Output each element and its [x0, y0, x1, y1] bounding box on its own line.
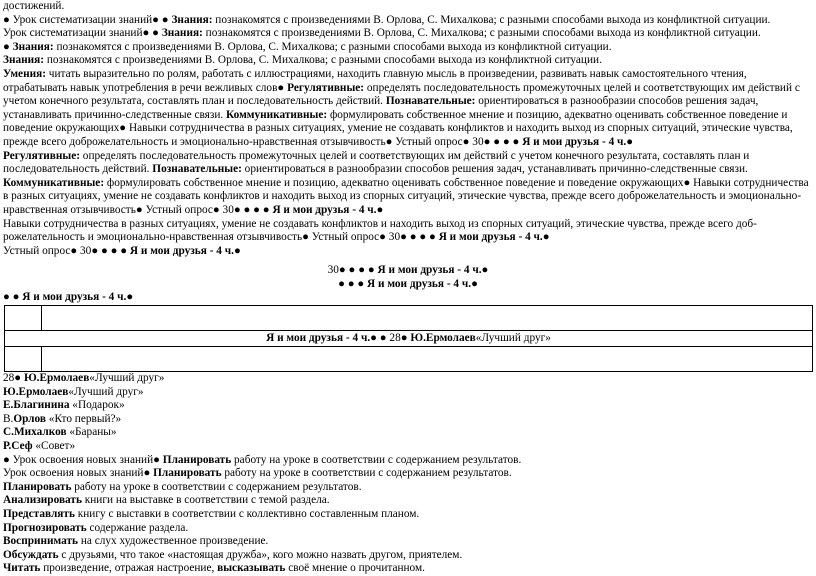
plan-line: Планировать работу на уроке в соответствии с содержанием результатов.	[3, 480, 362, 493]
table-row	[5, 347, 813, 372]
activity-line: Читать произведение, отражая настроение, высказывать своё мнение о прочитанном.	[3, 562, 425, 575]
heading-centered-1: 30● ● ● ● Я и мои друзья - 4 ч.●	[327, 264, 489, 277]
activity-line: Обсуждать с друзьями, что такое «настоящая дружба», кого можно назвать другом, приятелем.	[3, 548, 463, 561]
table-title-cell: Я и мои друзья - 4 ч.● ● 28● Ю.Ермолаев«Лучший друг»	[5, 331, 813, 347]
activity-line: Представлять книгу с выставки в соответствии с коллективно составленным планом.	[3, 508, 420, 520]
author-line: Р.Сеф «Совет»	[3, 440, 76, 453]
paragraph-knowledge-1: ● Урок систематизации знаний● ● Знания: познакомятся с произведениями В. Орлова, С. Михалкова; с разными способами выхода из конфликтной ситуации.	[3, 13, 771, 26]
author-line: С.Михалков «Бараны»	[3, 426, 117, 439]
paragraph-knowledge-2: Урок систематизации знаний● ● Знания: познакомятся с произведениями В. Орлова, С. Михалкова; с разными способами выхода из конфликтной ситуации.	[3, 27, 761, 40]
table-cell	[5, 347, 42, 372]
activity-line: Анализировать книги на выставке в соответствии с темой раздела.	[3, 494, 330, 507]
paragraph-regulatory: Регулятивные: определять последовательность промежуточных целей и соответствующих им действий с учетом конечного результата, составлять план и последовательность действий. Познавательные: ориентироваться в разнообразии способов решения задач, устанавливать причинно-следственные связи.	[3, 149, 750, 176]
plan-line: ● Урок освоения новых знаний● Планировать работу на уроке в соответствии с содержанием результатов.	[3, 453, 522, 466]
paragraph-skills: Умения: читать выразительно по ролям, работать с иллюстрациями, находить главную мысль в произведении, развивать навык самостоятельного чтения, отрабатывать навык употребления в речи вежливых слов● Регулятивные: определять последовательность промежуточных целей и соответствующих им действий с учетом конечного результата, составлять план и последовательность действий. Познавательные: ориентироваться в разнообразии способов решения задач, устанавливать причинно-следственные связи. Коммуникативные: формулировать собственное мнение и позицию, адекватно оценивать собственное поведение и поведение окружающих● Навыки сотрудничества в разных ситуациях, умение не создавать конфликтов и находить выход из спорных ситуаций, этические чувства, прежде всего доброжелательность и эмоционально-нравственная отзывчивость● Устный опрос● 30● ● ● ● Я и мои друзья - 4 ч.●	[3, 67, 800, 148]
paragraph-knowledge-3: ● Знания: познакомятся с произведениями В. Орлова, С. Михалкова; с разными способами выхода из конфликтной ситуации.	[3, 40, 612, 53]
plan-line: Урок освоения новых знаний● Планировать работу на уроке в соответствии с содержанием результатов.	[3, 467, 512, 480]
text-line: достижений.	[3, 0, 65, 12]
table-row	[5, 331, 813, 347]
paragraph-cooperation: Навыки сотрудничества в разных ситуациях, умение не создавать конфликтов и находить выход из спорных ситуаций, этические чувства, прежде всего доб-рожелательность и эмоционально-нравственная отзывчивость● Устный опрос● 30● ● ● ● Я и мои друзья - 4 ч.●	[3, 217, 757, 244]
paragraph-knowledge-4: Знания: познакомятся с произведениями В. Орлова, С. Михалкова; с разными способами выхода из конфликтной ситуации.	[3, 54, 602, 67]
paragraph-oral-survey: Устный опрос● 30● ● ● ● Я и мои друзья - 4 ч.●	[3, 244, 241, 257]
author-line: Е.Благинина «Подарок»	[3, 399, 125, 412]
table-cell	[5, 306, 42, 331]
paragraph-communicative: Коммуникативные: формулировать собственное мнение и позицию, адекватно оценивать собственное поведение и поведение окружающих● Навыки сотрудничества в разных ситуациях, умение не создавать конфликтов и находить выход из спорных ситуаций, этические чувства, прежде всего доброжелательность и эмоционально-нравственная отзывчивость● Устный опрос● 30● ● ● ● Я и мои друзья - 4 ч.●	[3, 176, 809, 216]
heading-left: ● ● Я и мои друзья - 4 ч.●	[3, 291, 134, 304]
table-row	[5, 306, 813, 331]
activity-line: Воспринимать на слух художественное произведение.	[3, 535, 269, 548]
author-line: Ю.Ермолаев«Лучший друг»	[3, 385, 144, 398]
heading-centered-2: ● ● ● Я и мои друзья - 4 ч.●	[338, 277, 478, 290]
activity-line: Прогнозировать содержание раздела.	[3, 521, 189, 534]
section-table	[4, 305, 813, 372]
author-line: В.Орлов «Кто первый?»	[3, 412, 122, 425]
author-line: 28● Ю.Ермолаев«Лучший друг»	[3, 372, 165, 385]
table-cell	[42, 306, 813, 331]
table-cell	[42, 347, 813, 372]
